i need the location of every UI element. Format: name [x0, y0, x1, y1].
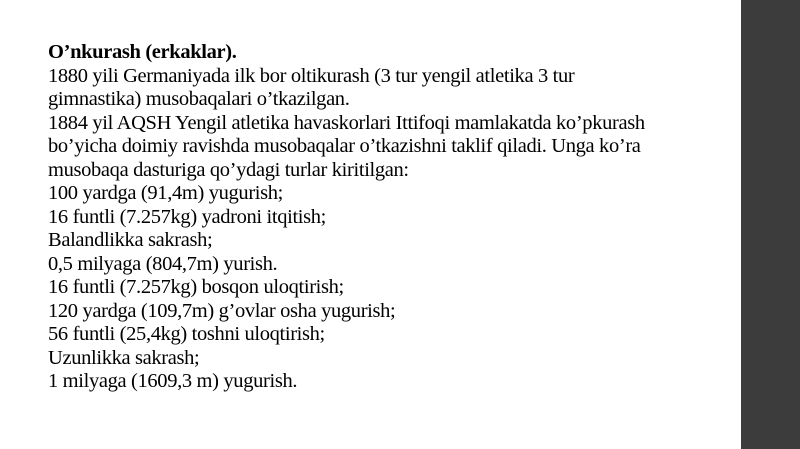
text-line: 1880 yili Germaniyada ilk bor oltikurash (3 tur yengil atletika 3 tur — [48, 64, 575, 87]
list-item: 16 funtli (7.257kg) yadroni itqitish; — [48, 205, 327, 228]
list-item: 1 milyaga (1609,3 m) yugurish. — [48, 370, 298, 392]
text-line: gimnastika) musobaqalari o’tkazilgan. — [48, 88, 350, 110]
list-item: 56 funtli (25,4kg) toshni uloqtirish; — [48, 323, 325, 345]
text-line: bo’yicha doimiy ravishda musobaqalar o’tkazishni taklif qiladi. Unga ko’ra — [48, 135, 641, 157]
list-item: 0,5 milyaga (804,7m) yurish. — [48, 252, 278, 275]
list-item: Balandlikka sakrash; — [48, 229, 213, 251]
list-item: 100 yardga (91,4m) yugurish; — [48, 182, 284, 204]
text-line: 1884 yil AQSH Yengil atletika havaskorlari Ittifoqi mamlakatda ko’pkurash — [48, 111, 645, 134]
list-item: 16 funtli (7.257kg) bosqon uloqtirish; — [48, 276, 344, 298]
side-panel — [741, 0, 800, 449]
slide-text-body — [48, 41, 738, 394]
list-item: Uzunlikka sakrash; — [48, 346, 200, 369]
list-item: 120 yardga (109,7m) g’ovlar osha yugurish; — [48, 299, 396, 322]
text-line: musobaqa dasturiga qo’ydagi turlar kiritilgan: — [48, 158, 409, 181]
slide-title: O’nkurash (erkaklar). — [48, 41, 237, 63]
